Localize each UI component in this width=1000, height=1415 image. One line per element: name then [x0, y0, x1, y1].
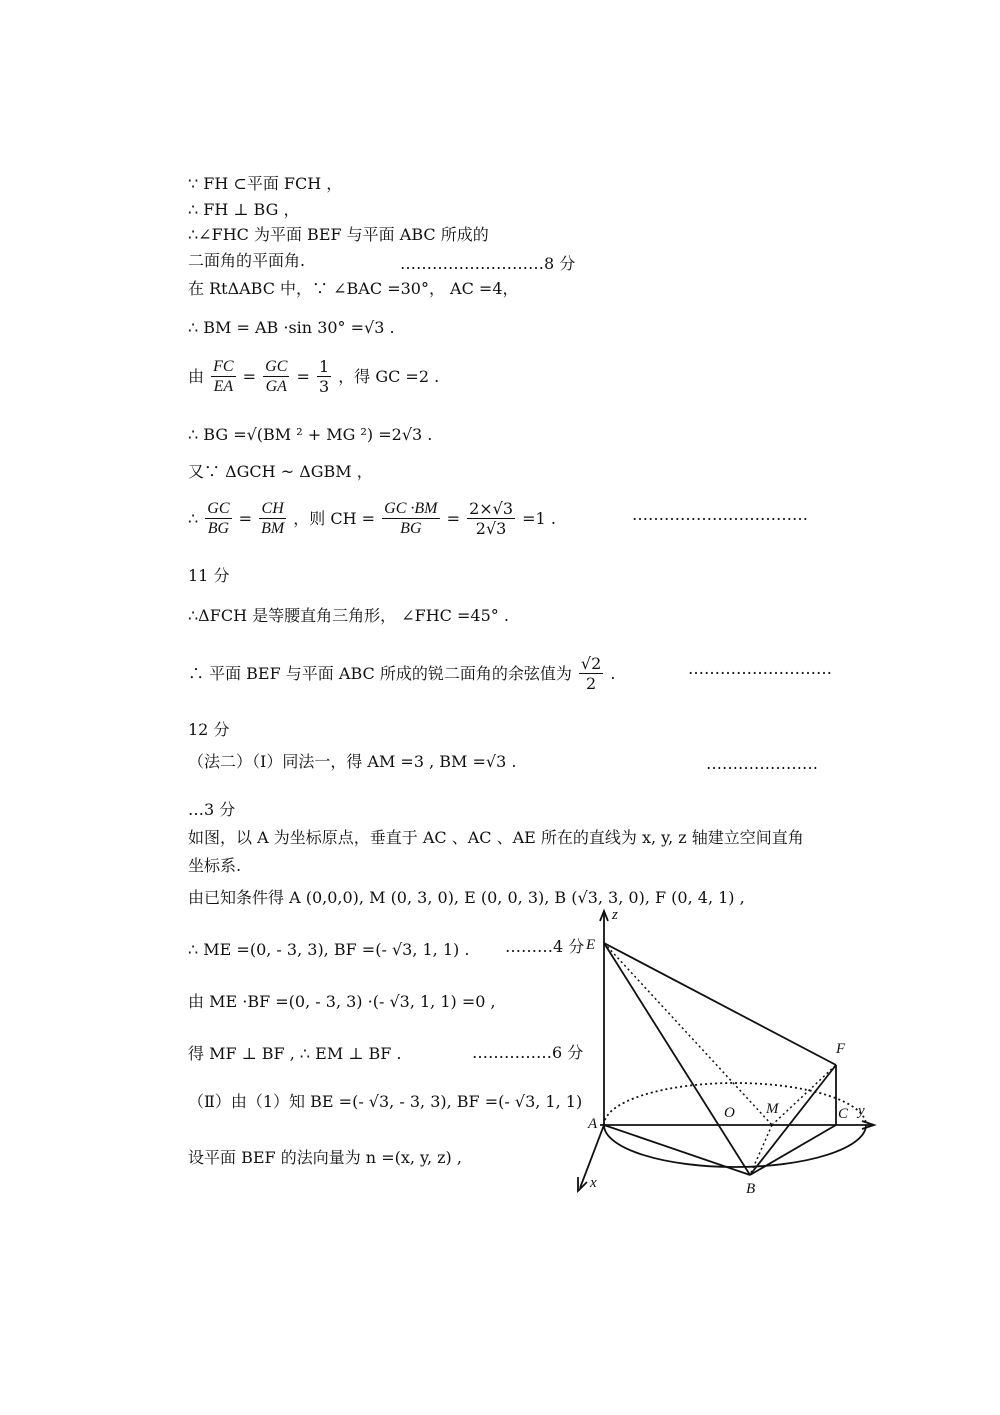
- base-ellipse-back: [604, 1083, 866, 1125]
- line-17: 如图，以 A 为坐标原点，垂直于 AC 、AC 、AE 所在的直线为 x, y, z 轴建立空间直角: [188, 828, 804, 847]
- label-a: A: [588, 1116, 598, 1132]
- line-13: [188, 655, 615, 694]
- segment-ef: [604, 943, 836, 1065]
- fraction-numerator: CH: [259, 500, 286, 519]
- segment-ab: [604, 1125, 750, 1175]
- line-24: 设平面 BEF 的法向量为 n =(x, y, z) ,: [188, 1148, 462, 1167]
- line-10-suffix: =1 .: [522, 509, 556, 528]
- fraction-numerator: √2: [580, 654, 602, 673]
- line-4-score: ………………………8 分: [400, 254, 576, 273]
- segment-eb: [604, 943, 750, 1175]
- segment-mf: [772, 1065, 836, 1125]
- line-10-score: ……………………………: [632, 505, 808, 524]
- line-11: 11 分: [188, 566, 230, 585]
- line-7-prefix: 由: [188, 367, 205, 386]
- fraction-fc-ea: [211, 358, 235, 397]
- fraction-denominator: BM: [261, 520, 285, 537]
- geometry-figure: [560, 905, 890, 1205]
- fraction-denominator: 2: [586, 674, 597, 693]
- line-20: ∴ ME =(0, - 3, 3), BF =(- √3, 1, 1) .: [188, 940, 470, 959]
- line-5: 在 RtΔABC 中，∵ ∠BAC =30°， AC =4，: [188, 279, 519, 298]
- line-2: ∴ FH ⊥ BG ，: [188, 200, 300, 219]
- segment-bf: [750, 1065, 836, 1175]
- line-22-score: ……………6 分: [472, 1043, 584, 1062]
- fraction-denominator: GA: [265, 378, 287, 395]
- label-m: M: [766, 1101, 779, 1117]
- line-23: （Ⅱ）由（1）知 BE =(- √3, - 3, 3), BF =(- √3, 1, 1): [188, 1092, 583, 1111]
- line-14: 12 分: [188, 720, 230, 739]
- line-20-score: ………4 分: [505, 937, 585, 956]
- fraction-denominator: EA: [213, 378, 234, 395]
- line-10-prefix: ∴: [188, 509, 199, 528]
- label-c: C: [838, 1106, 849, 1122]
- label-y: y: [858, 1103, 865, 1119]
- fraction-denominator: 2√3: [475, 519, 507, 538]
- line-10: ∴ $\frac{GC}{BG}$ = $\frac{CH}{BM}$ ，则 CH = $\frac{GC \cdot BM}{BG}$ = $\frac{2\times√3}{2√3}$ =1 .: [188, 499, 556, 538]
- segment-em: [604, 943, 772, 1125]
- fraction-numerator: FC: [213, 358, 234, 375]
- segment-bc: [750, 1125, 836, 1175]
- fraction-ch-bm: [259, 500, 286, 539]
- line-15-score: …………………: [706, 754, 818, 773]
- label-x: x: [590, 1175, 597, 1191]
- line-3: ∴∠FHC 为平面 BEF 与平面 ABC 所成的: [188, 225, 489, 244]
- line-6: ∴ BM = AB ·sin 30° =√3 .: [188, 318, 395, 337]
- label-e: E: [586, 937, 596, 953]
- fraction-numerator: GC: [265, 358, 288, 375]
- fraction-numerator: GC: [207, 500, 230, 517]
- line-12: ∴ΔFCH 是等腰直角三角形， ∠FHC =45° .: [188, 606, 509, 625]
- label-b: B: [746, 1181, 756, 1197]
- fraction-gc-bg: [205, 500, 231, 539]
- line-7-suffix: ，得 GC =2 .: [338, 367, 440, 386]
- line-13-suffix: .: [610, 664, 616, 683]
- line-4: 二面角的平面角.: [188, 251, 306, 270]
- line-21: 由 ME ·BF =(0, - 3, 3) ·(- √3, 1, 1) =0 ,: [188, 992, 496, 1011]
- label-o: O: [724, 1105, 735, 1121]
- fraction-numerator: GC ·BM: [384, 500, 438, 517]
- fraction-denominator: BG: [400, 520, 422, 537]
- fraction-numerator: 2×√3: [469, 499, 514, 518]
- line-7: 由 $\frac{FC}{EA}$ = $\frac{GC}{GA}$ = $\frac{1}{3}$ ，得 GC =2 .: [188, 357, 440, 396]
- line-16: …3 分: [188, 800, 236, 819]
- line-18: 坐标系.: [188, 856, 242, 875]
- line-10-mid: ，则 CH =: [293, 509, 376, 528]
- line-19: 由已知条件得 A (0,0,0), M (0, 3, 0), E (0, 0, 3), B (√3, 3, 0), F (0, 4, 1) ,: [188, 888, 745, 907]
- fraction-denominator: 3: [318, 377, 330, 396]
- line-13-prefix: ∴ 平面 BEF 与平面 ABC 所成的锐二面角的余弦值为: [188, 664, 572, 683]
- fraction-numerator: 1: [318, 357, 330, 376]
- label-z: z: [612, 907, 618, 923]
- fraction-denominator: BG: [207, 520, 230, 537]
- line-1: ∵ FH ⊂平面 FCH ，: [188, 174, 343, 193]
- line-9: 又∵ ΔGCH ~ ΔGBM ，: [188, 462, 373, 481]
- label-f: F: [836, 1041, 846, 1057]
- fraction-sqrt2-over-2: [579, 655, 603, 694]
- fraction-numeric: [467, 500, 515, 539]
- line-22: 得 MF ⊥ BF , ∴ EM ⊥ BF .: [188, 1044, 402, 1063]
- line-13-score: ………………………: [688, 659, 832, 678]
- line-15: （法二）（Ⅰ）同法一，得 AM =3 , BM =√3 .: [188, 752, 517, 771]
- line-8: ∴ BG =√(BM ² + MG ²) =2√3 .: [188, 425, 433, 444]
- fraction-one-third: [317, 358, 331, 397]
- fraction-gc-ga: [263, 358, 289, 397]
- fraction-gcbm-bg: [382, 500, 439, 539]
